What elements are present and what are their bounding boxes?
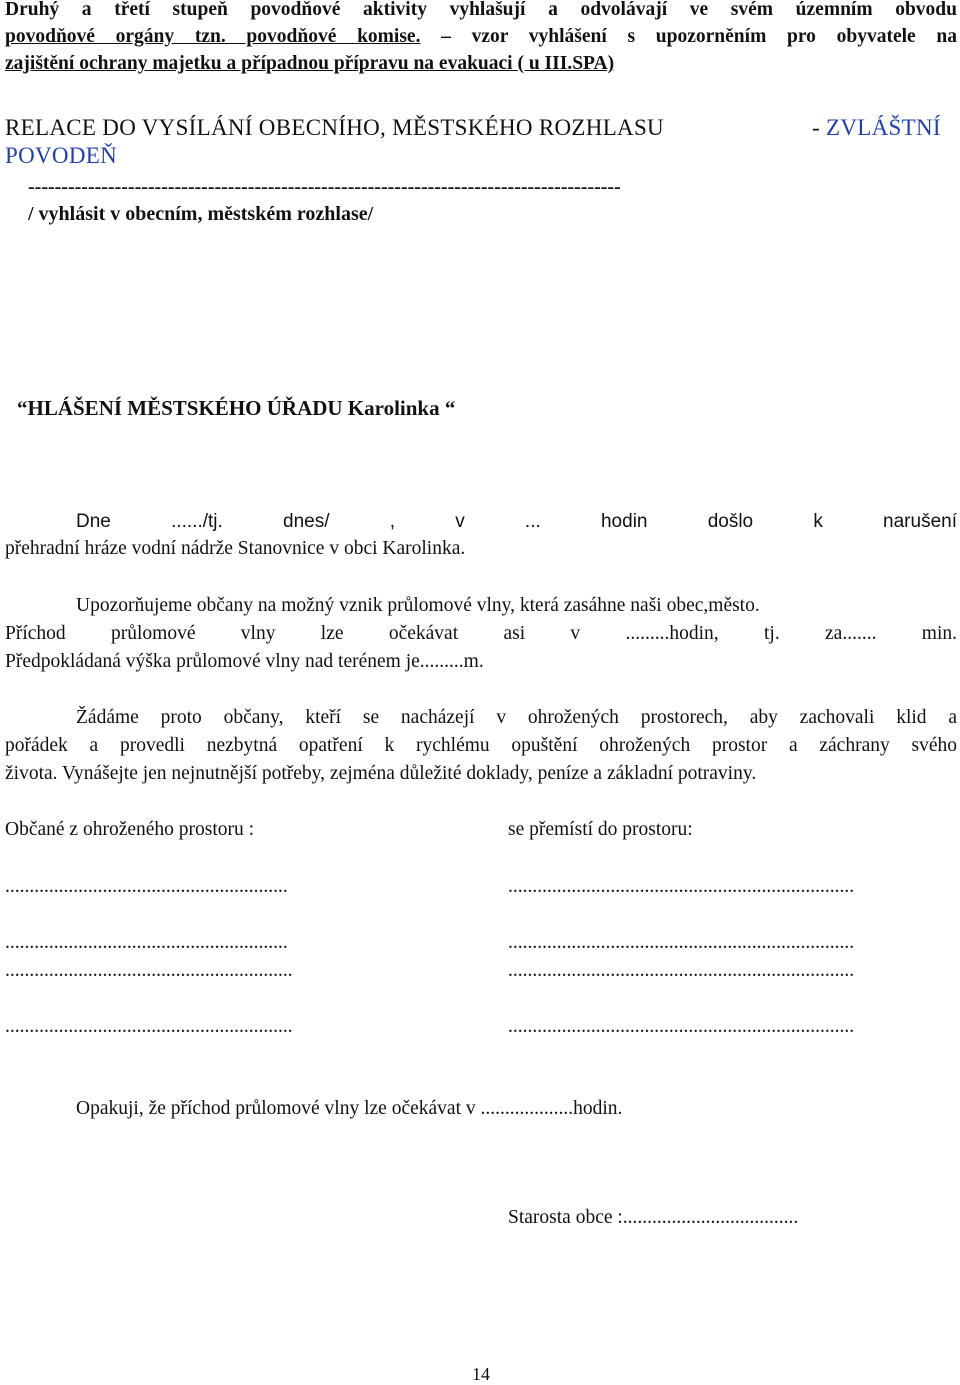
page-number: 14	[472, 1364, 490, 1384]
broadcast-heading: RELACE DO VYSÍLÁNÍ OBECNÍHO, MĚSTSKÉHO ROZHLASU	[5, 115, 664, 140]
instruction-text: / vyhlásit v obecním, městském rozhlase/	[28, 203, 374, 225]
separator-line: -----------------------------------------------------------------------------------------	[28, 176, 621, 198]
heading-dash: -	[812, 115, 827, 140]
paragraph-3-line-1: Žádáme proto občany, kteří se nacházejí v ohrožených prostorech, aby zachovali klid a	[76, 707, 957, 728]
intro-paragraph	[5, 0, 957, 86]
left-row-3: ...........................................................	[5, 960, 293, 981]
paragraph-1-line-2: přehradní hráze vodní nádrže Stanovnice v obci Karolinka.	[5, 538, 466, 559]
paragraph-1-line-1-text: Dne ....../tj. dnes/ , v ... hodin došlo k narušení	[76, 511, 957, 532]
broadcast-heading-right	[812, 115, 941, 141]
paragraph-3-line-2-wrap	[5, 732, 957, 760]
right-row-2: .......................................................................	[508, 932, 855, 953]
right-column-header: se přemístí do prostoru:	[508, 819, 693, 840]
right-row-4: .......................................................................	[508, 1016, 855, 1037]
intro-line-3-text: zajištění ochrany majetku a případnou přípravu na evakuaci ( u III.SPA)	[5, 53, 615, 74]
right-row-1: .......................................................................	[508, 876, 855, 897]
paragraph-3-line-2: pořádek a provedli nezbytná opatření k rychlému opuštění ohrožených prostor a záchrany svého	[5, 735, 957, 756]
left-row-1: ..........................................................	[5, 876, 288, 897]
intro-line-2	[5, 23, 957, 50]
announcement-title: “HLÁŠENÍ MĚSTSKÉHO ÚŘADU Karolinka “	[17, 396, 456, 420]
paragraph-2-line-3: Předpokládaná výška průlomové vlny nad terénem je.........m.	[5, 651, 484, 672]
right-row-3: .......................................................................	[508, 960, 855, 981]
left-row-2: ..........................................................	[5, 932, 288, 953]
paragraph-3-line-1-wrap	[76, 704, 957, 732]
heading-flood: POVODEŇ	[5, 143, 117, 168]
intro-line-3	[5, 50, 957, 77]
paragraph-2-line-2: Příchod průlomové vlny lze očekávat asi v .........hodin, tj. za....... min.	[5, 623, 957, 644]
paragraph-3-line-3: života. Vynášejte jen nejnutnější potřeby, zejména důležité doklady, peníze a základní potraviny.	[5, 763, 757, 784]
left-column-header: Občané z ohroženého prostoru :	[5, 819, 255, 840]
paragraph-2-line-2-wrap	[5, 620, 957, 648]
signature-line: Starosta obce :....................................	[508, 1207, 799, 1228]
paragraph-2-line-1: Upozorňujeme občany na možný vznik průlomové vlny, která zasáhne naši obec,město.	[76, 595, 760, 616]
intro-line-1: Druhý a třetí stupeň povodňové aktivity vyhlašují a odvolávají ve svém územním obvodu	[5, 0, 957, 20]
heading-special: ZVLÁŠTNÍ	[826, 115, 941, 140]
repeat-line: Opakuji, že příchod průlomové vlny lze očekávat v ...................hodin.	[76, 1098, 623, 1119]
intro-line-2-rest: – vzor vyhlášení s upozorněním pro obyvatele na	[420, 26, 957, 47]
left-row-4: ...........................................................	[5, 1016, 293, 1037]
paragraph-1-line-1	[76, 508, 957, 536]
intro-line-2-underlined: povodňové orgány tzn. povodňové komise.	[5, 26, 421, 47]
